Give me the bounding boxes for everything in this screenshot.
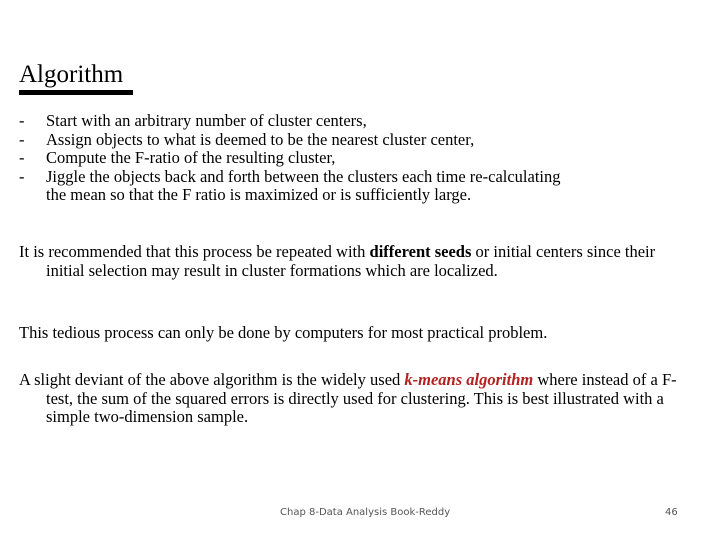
different-seeds-emphasis: different seeds — [369, 242, 472, 261]
algorithm-steps-list — [19, 112, 679, 205]
tedious-process-paragraph: This tedious process can only be done by computers for most practical problem. — [19, 323, 548, 342]
bullet-text: Assign objects to what is deemed to be the nearest cluster center, — [46, 129, 475, 149]
bullet-marker: - — [19, 148, 25, 167]
list-item — [19, 168, 679, 205]
paragraph-text: A slight deviant of the above algorithm is the widely used — [19, 370, 405, 389]
bullet-marker: - — [19, 111, 25, 130]
footer-source: Chap 8-Data Analysis Book-Reddy — [280, 507, 451, 518]
kmeans-algorithm-emphasis: k-means algorithm — [404, 370, 534, 389]
bullet-text: Start with an arbitrary number of cluster centers, — [46, 111, 367, 130]
slide-title: Algorithm — [19, 61, 124, 88]
bullet-text: Compute the F-ratio of the resulting cluster, — [46, 148, 336, 167]
paragraph-text: It is recommended that this process be repeated with — [19, 242, 370, 261]
bullet-text-continuation: the mean so that the F ratio is maximized or is sufficiently large. — [46, 185, 472, 204]
paragraph-text: or initial centers since their initial selection may result in cluster formations which are localized. — [46, 242, 656, 280]
seeds-paragraph — [19, 243, 686, 280]
kmeans-paragraph — [19, 371, 686, 427]
bullet-marker: - — [19, 166, 25, 186]
bullet-marker: - — [19, 129, 25, 149]
paragraph-text: where instead of a F-test, the sum of the squared errors is directly used for clustering. This is best illustrated with a simple two-dimension sample. — [46, 370, 677, 426]
bullet-text: Jiggle the objects back and forth between the clusters each time re-calculating — [46, 166, 561, 186]
title-underline — [19, 90, 133, 95]
list-item — [19, 112, 679, 131]
list-item — [19, 131, 679, 150]
page-number: 46 — [665, 507, 678, 518]
list-item — [19, 149, 679, 168]
